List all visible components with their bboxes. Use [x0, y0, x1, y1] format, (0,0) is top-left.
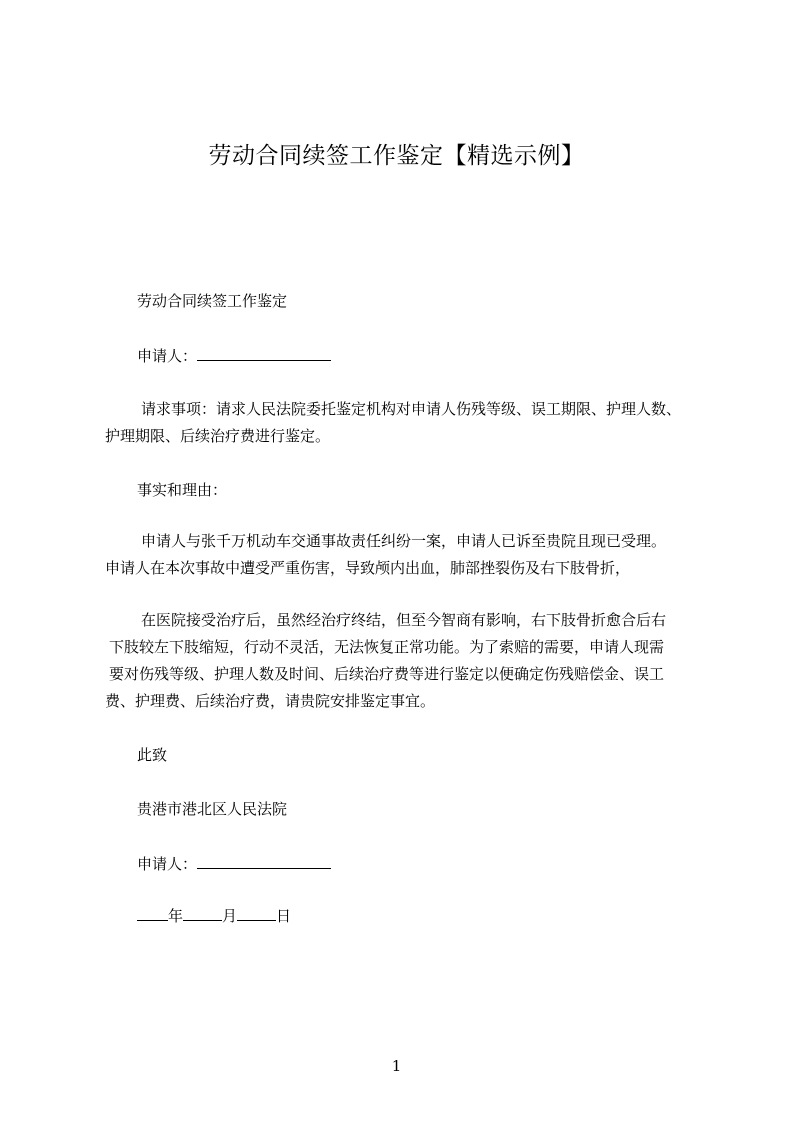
- day-label: 日: [276, 907, 292, 925]
- month-label: 月: [222, 907, 238, 925]
- applicant-blank: [197, 345, 331, 361]
- facts-paragraph-2-line-3: 要对伤残等级、护理人数及时间、后续治疗费等进行鉴定以便确定伤残赔偿金、误工: [109, 665, 665, 683]
- month-blank: [183, 905, 222, 921]
- signature-blank: [197, 853, 331, 869]
- signature-line: [137, 853, 331, 874]
- signature-label: 申请人：: [137, 855, 198, 873]
- year-blank: [137, 905, 168, 921]
- date-line: [137, 905, 291, 926]
- day-blank: [237, 905, 276, 921]
- facts-paragraph-1-line-1: 申请人与张千万机动车交通事故责任纠纷一案，申请人已诉至贵院且现已受理。: [141, 532, 667, 550]
- page-number: 1: [391, 1057, 402, 1075]
- document-title: 劳动合同续签工作鉴定【精选示例】: [208, 143, 585, 169]
- facts-paragraph-1-line-2: 申请人在本次事故中遭受严重伤害，导致颅内出血，肺部挫裂伤及右下肢骨折，: [105, 559, 631, 577]
- court-name: 贵港市港北区人民法院: [137, 800, 288, 818]
- applicant-line: [137, 345, 331, 366]
- year-label: 年: [168, 907, 184, 925]
- document-subtitle: 劳动合同续签工作鉴定: [137, 292, 288, 310]
- closing-text: 此致: [137, 746, 168, 764]
- facts-paragraph-2-line-4: 费、护理费、后续治疗费，请贵院安排鉴定事宜。: [105, 692, 436, 710]
- facts-paragraph-2-line-2: 下肢较左下肢缩短，行动不灵活，无法恢复正常功能。为了索赔的需要，申请人现需: [109, 638, 665, 656]
- facts-paragraph-2-line-1: 在医院接受治疗后，虽然经治疗终结，但至今智商有影响，右下肢骨折愈合后右: [141, 611, 667, 629]
- facts-heading: 事实和理由：: [137, 481, 228, 499]
- applicant-label: 申请人：: [137, 347, 198, 365]
- request-line-1: 请求事项：请求人民法院委托鉴定机构对申请人伤残等级、误工期限、护理人数、: [141, 400, 682, 418]
- request-line-2: 护理期限、后续治疗费进行鉴定。: [105, 427, 331, 445]
